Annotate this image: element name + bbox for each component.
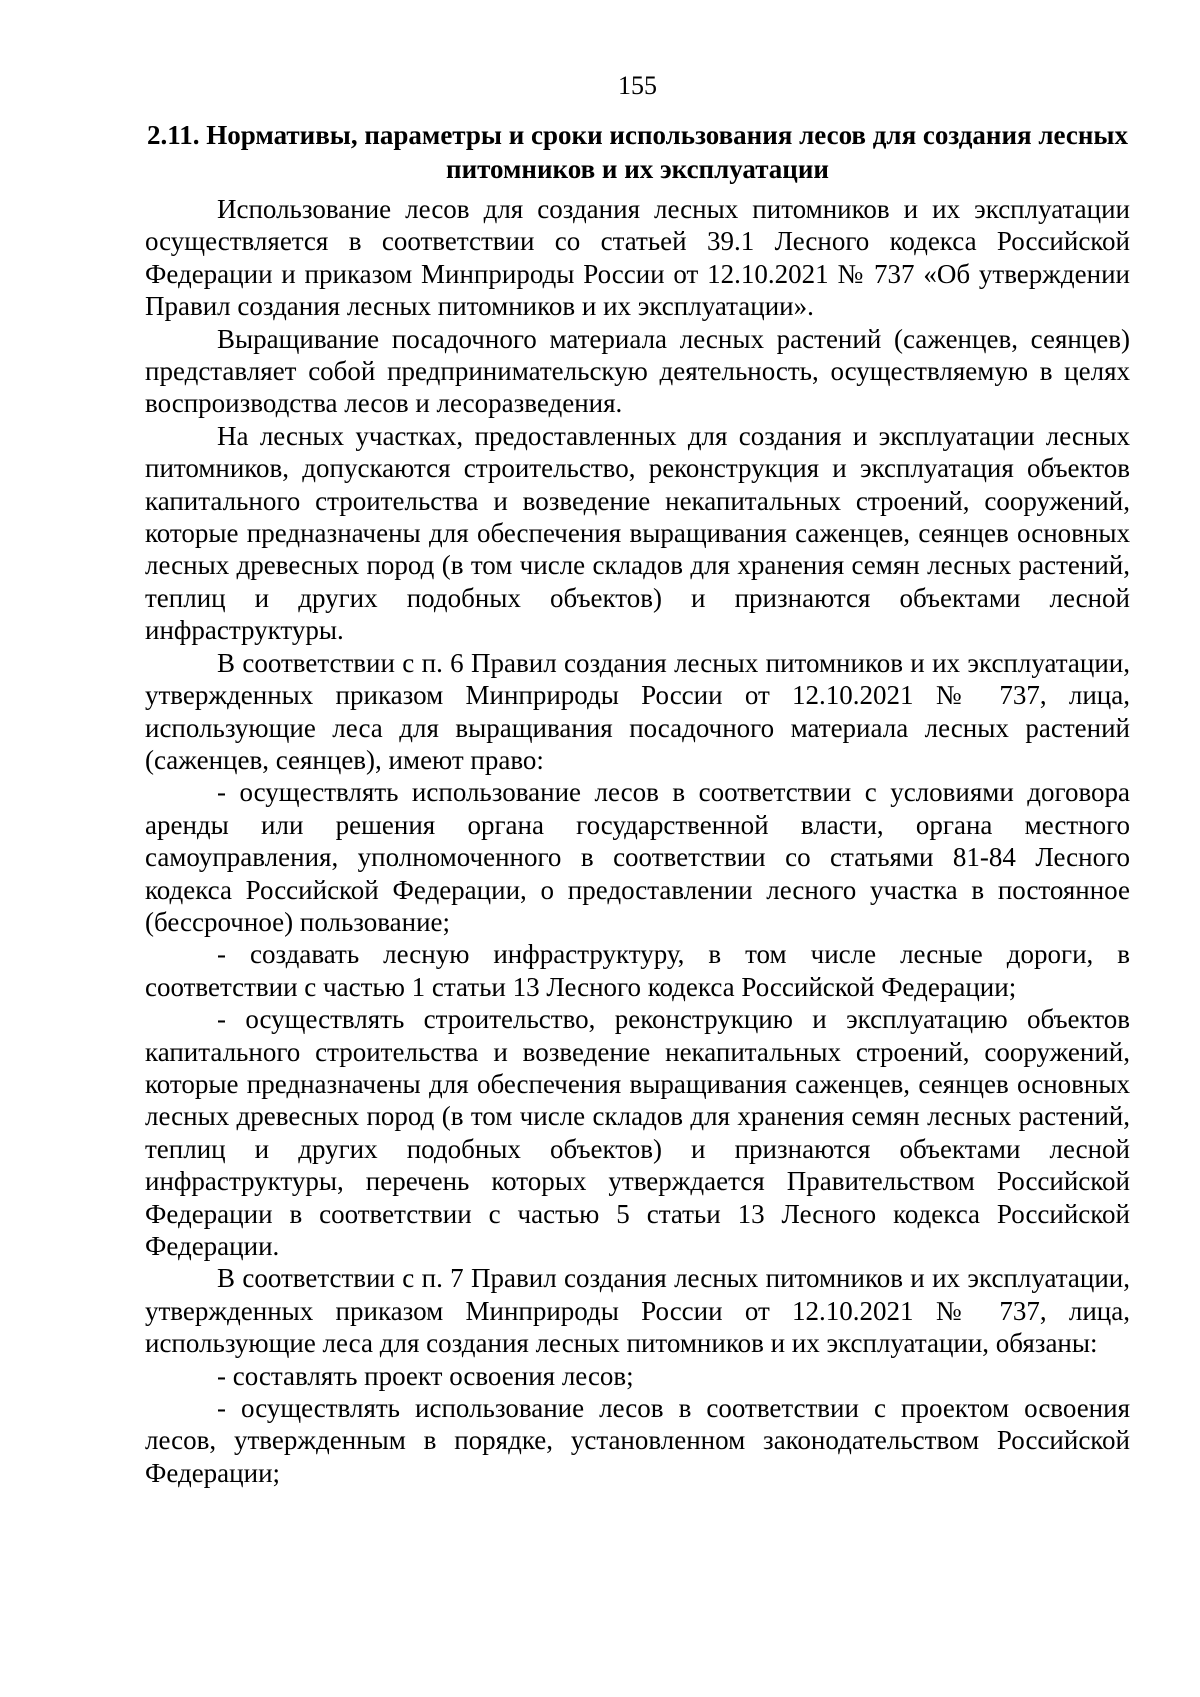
paragraph: В соответствии с п. 7 Правил создания лесных питомников и их эксплуатации, утвержденных приказом Минприроды России от 12.10.2021 № 737, лица, использующие леса для создания лесных питомников и их эксплуатации, обязаны: [145,1263,1130,1359]
page-number: 155 [618,71,657,100]
list-item: - составлять проект освоения лесов; [217,1360,634,1391]
list-item: - осуществлять использование лесов в соответствии с условиями договора аренды или решения органа государственной власти, органа местного самоуправления, уполномоченного в соответствии со статьями 81-84 Лесного кодекса Российской Федерации, о предоставлении лесного участка в постоянное (бессрочное) пользование; [145,777,1130,937]
paragraph: Использование лесов для создания лесных питомников и их эксплуатации осуществляется в соответствии со статьей 39.1 Лесного кодекса Российской Федерации и приказом Минприроды России от 12.10.2021 № 737 «Об утверждении Правил создания лесных питомников и их эксплуатации». [145,194,1130,322]
list-item: - осуществлять использование лесов в соответствии с проектом освоения лесов, утвержденным в порядке, установленном законодательством Российской Федерации; [145,1393,1130,1488]
paragraph: На лесных участках, предоставленных для создания и эксплуатации лесных питомников, допускаются строительство, реконструкция и эксплуатация объектов капитального строительства и возведение некапитальных строений, сооружений, которые предназначены для обеспечения выращивания саженцев, сеянцев основных лесных древесных пород (в том числе складов для хранения семян лесных растений, теплиц и других подобных объектов) и признаются объектами лесной инфраструктуры. [145,420,1130,646]
list-item: - создавать лесную инфраструктуру, в том числе лесные дороги, в соответствии с частью 1 статьи 13 Лесного кодекса Российской Федерации; [145,939,1130,1002]
body-text [145,193,1130,1489]
paragraph: Выращивание посадочного материала лесных растений (саженцев, сеянцев) представляет собой предпринимательскую деятельность, осуществляемую в целях воспроизводства лесов и лесоразведения. [145,323,1130,419]
section-heading: 2.11. Нормативы, параметры и сроки использования лесов для создания лесных питомников и их эксплуатации [147,120,1128,184]
paragraph: В соответствии с п. 6 Правил создания лесных питомников и их эксплуатации, утвержденных приказом Минприроды России от 12.10.2021 № 737, лица, использующие леса для выращивания посадочного материала лесных растений (саженцев, сеянцев), имеют право: [145,647,1130,775]
list-item: - осуществлять строительство, реконструкцию и эксплуатацию объектов капитального строительства и возведение некапитальных строений, сооружений, которые предназначены для обеспечения выращивания саженцев, сеянцев основных лесных древесных пород (в том числе складов для хранения семян лесных растений, теплиц и других подобных объектов) и признаются объектами лесной инфраструктуры, перечень которых утверждается Правительством Российской Федерации в соответствии с частью 5 статьи 13 Лесного кодекса Российской Федерации. [145,1004,1130,1261]
